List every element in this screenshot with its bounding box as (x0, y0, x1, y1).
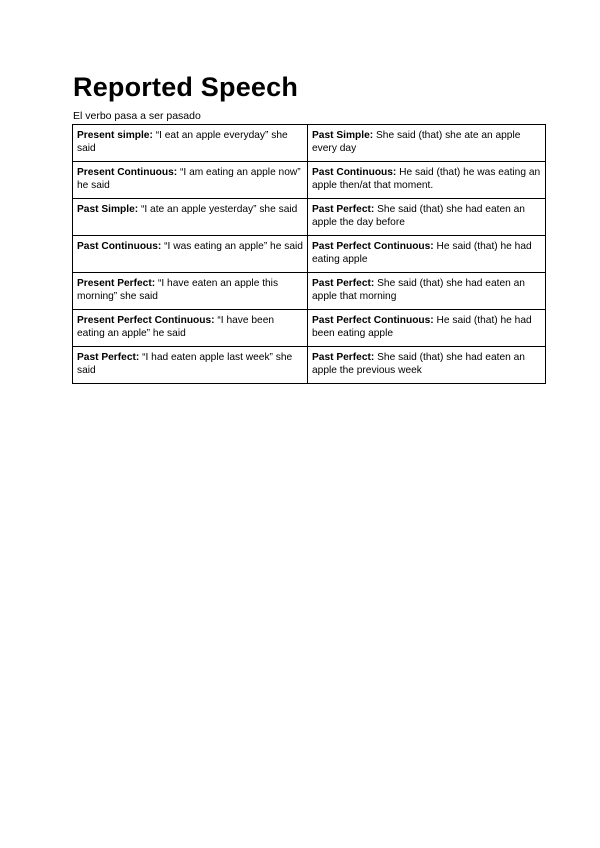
reported-speech-table (72, 124, 546, 384)
page-subtitle: El verbo pasa a ser pasado (73, 110, 201, 122)
reported-tense-label: Past Perfect: (312, 352, 375, 363)
reported-tense-label: Past Perfect: (312, 204, 375, 215)
direct-tense-label: Present simple: (77, 130, 153, 141)
direct-example: “I eat an apple everyday” she said (77, 130, 288, 154)
table-row (73, 273, 546, 310)
reported-speech-cell (308, 236, 546, 273)
reported-example: She said (that) she ate an apple every day (312, 130, 521, 154)
reported-speech-cell (308, 347, 546, 384)
table-row (73, 310, 546, 347)
page-title: Reported Speech (73, 72, 299, 102)
direct-example: “I have eaten an apple this morning” she said (77, 278, 279, 302)
direct-speech-cell (73, 162, 308, 199)
direct-speech-cell (73, 347, 308, 384)
table-row (73, 162, 546, 199)
direct-tense-label: Past Perfect: (77, 352, 140, 363)
direct-example: “I am eating an apple now” he said (77, 167, 301, 191)
direct-tense-label: Present Continuous: (77, 167, 178, 178)
table-row (73, 125, 546, 162)
direct-example: “I ate an apple yesterday” she said (138, 204, 298, 215)
reported-tense-label: Past Simple: (312, 130, 374, 141)
direct-example: “I have been eating an apple” he said (77, 315, 275, 339)
reported-tense-label: Past Perfect: (312, 278, 375, 289)
reported-example: She said (that) she had eaten an apple that morning (312, 278, 525, 302)
direct-speech-cell (73, 310, 308, 347)
direct-tense-label: Present Perfect: (77, 278, 156, 289)
direct-example: “I was eating an apple” he said (161, 241, 303, 252)
reported-tense-label: Past Perfect Continuous: (312, 315, 434, 326)
reported-example: She said (that) she had eaten an apple the day before (312, 204, 525, 228)
table-row (73, 347, 546, 384)
table-row (73, 236, 546, 273)
reported-example: He said (that) he was eating an apple then/at that moment. (312, 167, 541, 191)
table-row (73, 199, 546, 236)
reported-speech-cell (308, 199, 546, 236)
reported-speech-cell (308, 162, 546, 199)
reported-speech-cell (308, 310, 546, 347)
reported-example: He said (that) he had eating apple (312, 241, 532, 265)
reported-speech-cell (308, 273, 546, 310)
reported-tense-label: Past Continuous: (312, 167, 397, 178)
direct-tense-label: Past Continuous: (77, 241, 162, 252)
reported-example: She said (that) she had eaten an apple the previous week (312, 352, 525, 376)
direct-speech-cell (73, 273, 308, 310)
reported-tense-label: Past Perfect Continuous: (312, 241, 434, 252)
reported-speech-cell (308, 125, 546, 162)
direct-speech-cell (73, 236, 308, 273)
direct-speech-cell (73, 199, 308, 236)
reported-example: He said (that) he had been eating apple (312, 315, 532, 339)
direct-example: “I had eaten apple last week” she said (77, 352, 293, 376)
direct-tense-label: Past Simple: (77, 204, 139, 215)
direct-speech-cell (73, 125, 308, 162)
direct-tense-label: Present Perfect Continuous: (77, 315, 215, 326)
